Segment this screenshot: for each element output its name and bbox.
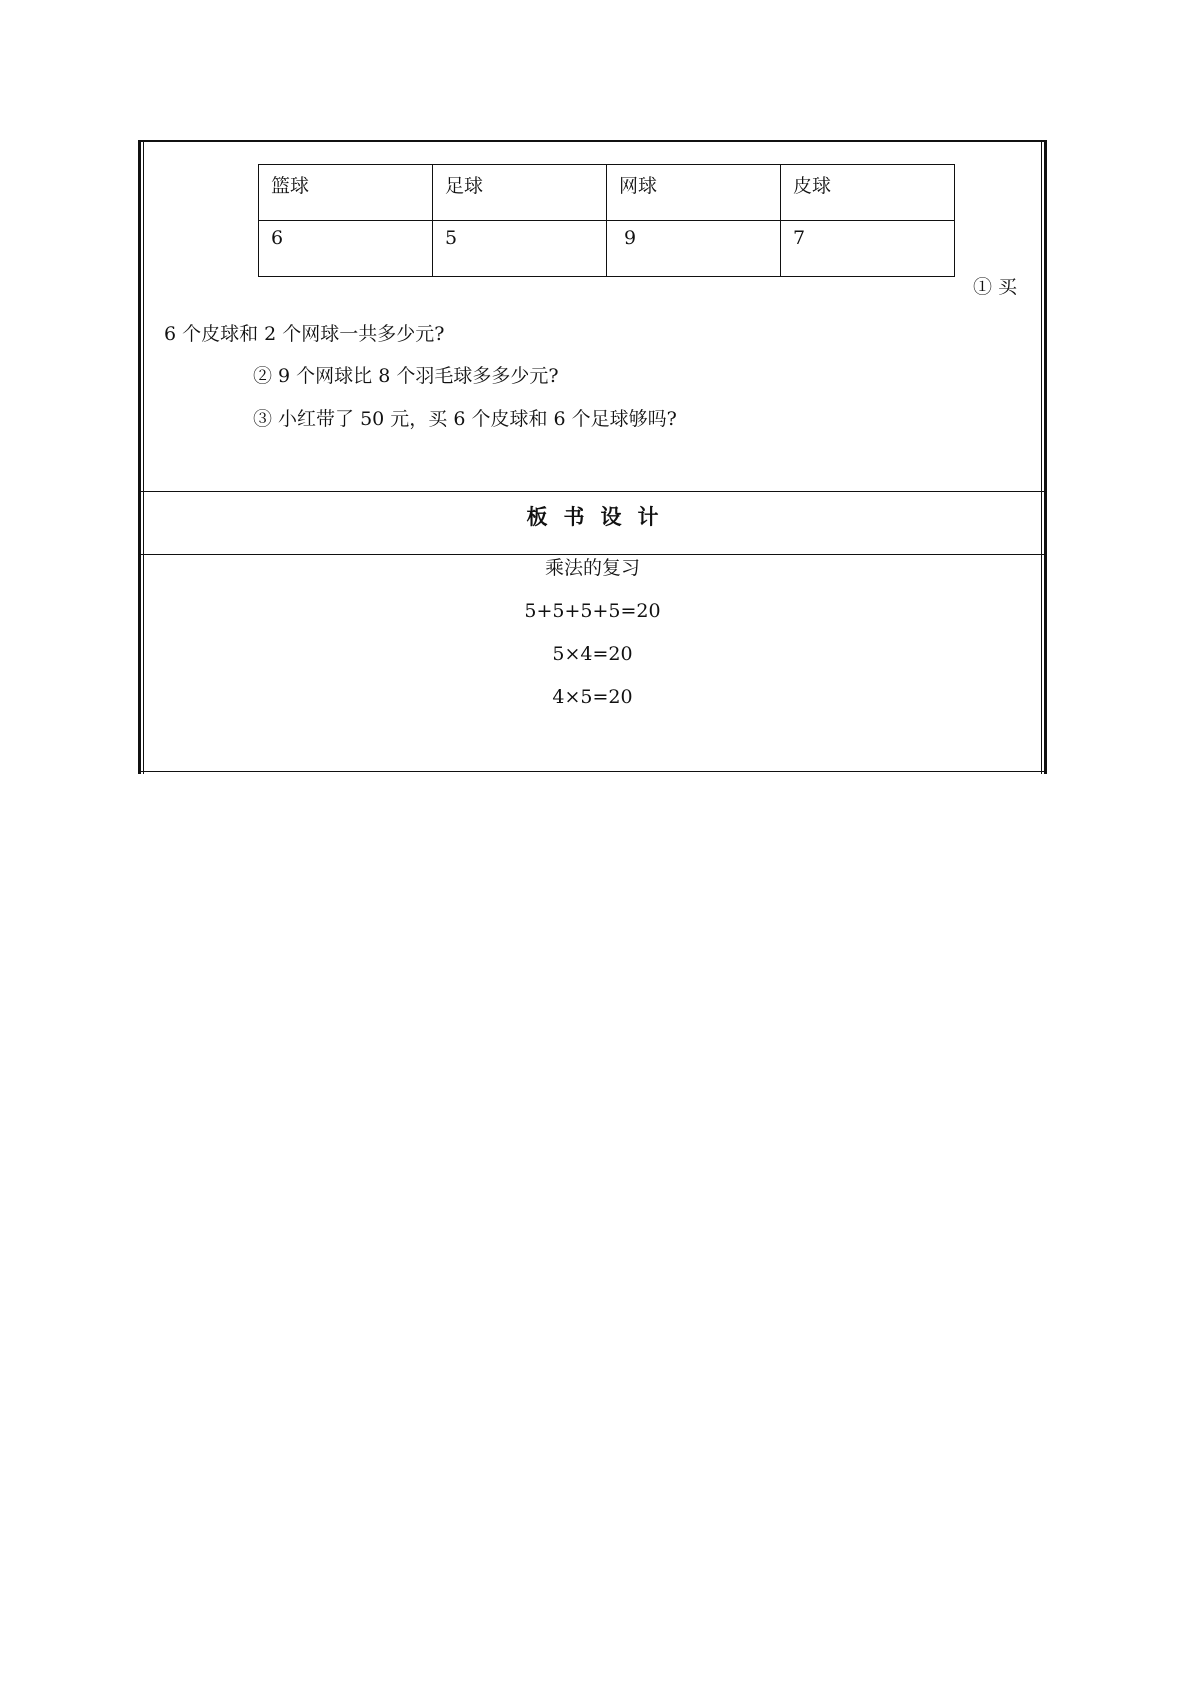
- frame-left-border-thin: [143, 140, 144, 774]
- table-cell: 7: [781, 221, 955, 277]
- section-divider-top: [141, 491, 1044, 492]
- table-cell: 5: [433, 221, 607, 277]
- table-header-cell: 足球: [433, 165, 607, 221]
- table-cell: 6: [259, 221, 433, 277]
- question-3: ③ 小红带了 50 元，买 6 个皮球和 6 个足球够吗?: [253, 408, 677, 430]
- board-equation: 5×4=20: [552, 643, 633, 665]
- question-2: ② 9 个网球比 8 个羽毛球多多少元?: [253, 365, 559, 387]
- board-equation: 5+5+5+5=20: [524, 600, 661, 622]
- board-design-heading: 板书设计: [526, 504, 675, 529]
- table-header-cell: 皮球: [781, 165, 955, 221]
- table-header-cell: 网球: [607, 165, 781, 221]
- table-header-row: [259, 165, 955, 221]
- board-topic: 乘法的复习: [544, 557, 640, 579]
- frame-right-border-thin: [1041, 140, 1042, 774]
- frame-left-border-thick: [138, 140, 141, 774]
- table-header-cell: 篮球: [259, 165, 433, 221]
- frame-right-border-thick: [1044, 140, 1047, 774]
- question-1-start: ① 买: [973, 276, 1018, 298]
- table-row: [259, 221, 955, 277]
- ball-price-table: [258, 164, 955, 277]
- question-1-continuation: 6 个皮球和 2 个网球一共多少元?: [164, 323, 445, 345]
- board-equation: 4×5=20: [552, 686, 633, 708]
- section-divider-bottom: [141, 554, 1044, 555]
- table-cell: 9: [607, 221, 781, 277]
